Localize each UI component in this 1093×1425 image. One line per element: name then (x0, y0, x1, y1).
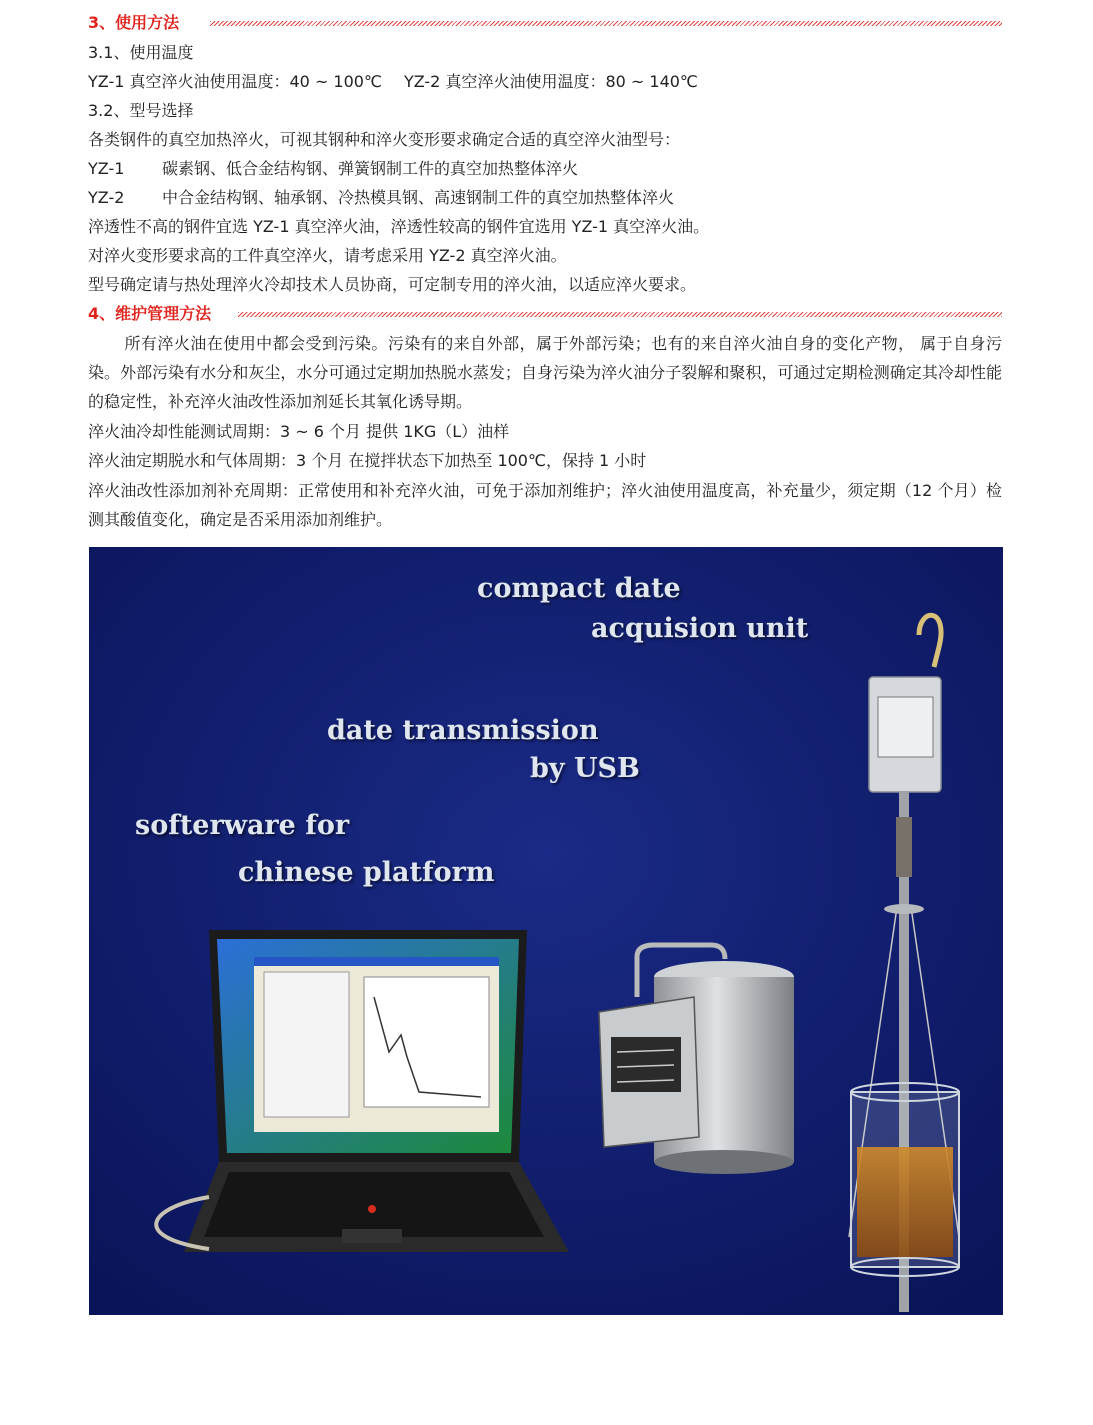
model-row-yz1 (88, 158, 578, 180)
note-1: 淬透性不高的钢件宜选 YZ-1 真空淬火油，淬透性较高的钢件宜选用 YZ-1 真空淬火油。 (88, 217, 710, 236)
photo-label-acquisition-line2: acquision unit (591, 613, 809, 644)
note-3: 型号确定请与热处理淬火冷却技术人员协商，可定制专用的淬火油，以适应淬火要求。 (88, 275, 697, 294)
model-intro: 各类钢件的真空加热淬火，可视其钢种和淬火变形要求确定合适的真空淬火油型号： (88, 130, 681, 149)
maintenance-item-2: 淬火油定期脱水和气体周期：3 个月 在搅拌状态下加热至 100℃，保持 1 小时 (88, 451, 647, 470)
photo-label-transmission-line1: date transmission (327, 715, 599, 746)
temp-yz2: YZ-2 真空淬火油使用温度：80 ~ 140℃ (403, 72, 698, 91)
photo-label-software-line1: softerware for (135, 810, 350, 841)
temp-yz1: YZ-1 真空淬火油使用温度：40 ~ 100℃ (88, 72, 382, 91)
photo-label-software-line2: chinese platform (238, 857, 495, 888)
model-code: YZ-1 (88, 159, 125, 178)
subheading-3-2: 3.2、型号选择 (88, 101, 194, 120)
model-desc: 中合金结构钢、轴承钢、冷热模具钢、高速钢制工件的真空加热整体淬火 (162, 188, 675, 207)
section-4-header (88, 303, 1002, 327)
note-2: 对淬火变形要求高的工件真空淬火，请考虑采用 YZ-2 真空淬火油。 (88, 246, 567, 265)
photo-label-transmission-line2: by USB (530, 753, 640, 784)
photo-label-acquisition-line1: compact date (477, 573, 681, 604)
subheading-3-1: 3.1、使用温度 (88, 43, 194, 62)
maintenance-item-3: 淬火油改性添加剂补充周期：正常使用和补充淬火油，可免于添加剂维护；淬火油使用温度高，补充量少，须定期（12 个月）检测其酸值变化，确定是否采用添加剂维护。 (88, 481, 1002, 529)
model-row-yz2 (88, 187, 674, 209)
section-4-title: 4、维护管理方法 (88, 303, 219, 325)
model-code: YZ-2 (88, 188, 125, 207)
equipment-photo (89, 547, 1003, 1315)
maintenance-paragraph (88, 329, 1002, 416)
maintenance-item-1: 淬火油冷却性能测试周期：3 ~ 6 个月 提供 1KG（L）油样 (88, 422, 510, 441)
temperature-line (88, 71, 698, 93)
section-3-title: 3、使用方法 (88, 12, 187, 34)
laptop (156, 930, 569, 1252)
paragraph-text: 所有淬火油在使用中都会受到污染。污染有的来自外部，属于外部污染；也有的来自淬火油自身的变化产物， 属于自身污染。外部污染有水分和灰尘，水分可通过定期加热脱水蒸发；自身污染为淬火油分子裂解和聚积，可通过定期检测确定其冷却性能的稳定性，补充淬火油改性添加剂延长其氧化诱导期。 (88, 334, 1002, 411)
equipment-illustration (89, 547, 1003, 1315)
section-3-header (88, 12, 1002, 36)
section-divider (210, 21, 1002, 26)
model-desc: 碳素钢、低合金结构钢、弹簧钢制工件的真空加热整体淬火 (162, 159, 579, 178)
section-divider (238, 312, 1002, 317)
